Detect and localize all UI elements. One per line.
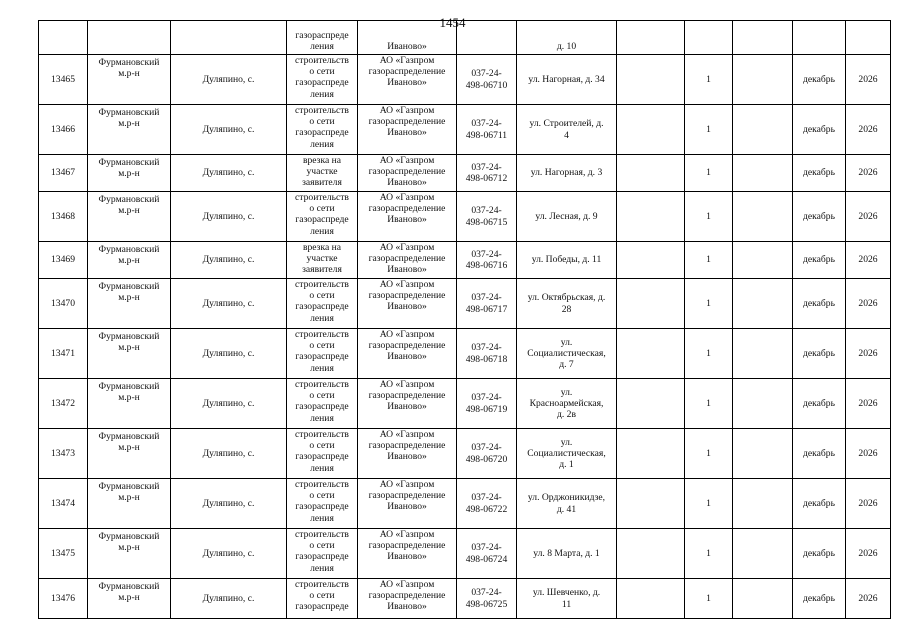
cell-work-type: строительств о сети газораспреде — [287, 579, 358, 619]
cell-empty — [617, 479, 685, 529]
cell-district: Фурмановский м.р-н — [88, 529, 171, 579]
table-row — [39, 479, 891, 529]
cell-quantity: 1 — [685, 242, 733, 279]
cell-number: 13468 — [39, 192, 88, 242]
table-row-partial — [39, 21, 891, 55]
cell-address: ул. 8 Марта, д. 1 — [517, 529, 617, 579]
table-row — [39, 579, 891, 619]
cell-year: 2026 — [846, 105, 891, 155]
registry-table — [38, 20, 891, 619]
cell-organization: АО «Газпром газораспределение Иваново» — [358, 329, 457, 379]
cell-code: 037-24- 498-06718 — [457, 329, 517, 379]
cell-empty — [733, 155, 793, 192]
cell-empty — [617, 379, 685, 429]
cell-settlement: Дуляпино, с. — [171, 279, 287, 329]
cell-number: 13471 — [39, 329, 88, 379]
cell-year: 2026 — [846, 429, 891, 479]
cell-organization: Иваново» — [358, 21, 457, 55]
cell-work-type: строительств о сети газораспреде ления — [287, 429, 358, 479]
cell-address: ул. Орджоникидзе, д. 41 — [517, 479, 617, 529]
cell-code: 037-24- 498-06717 — [457, 279, 517, 329]
cell-month: декабрь — [793, 155, 846, 192]
cell-code: 037-24- 498-06711 — [457, 105, 517, 155]
cell-code: 037-24- 498-06716 — [457, 242, 517, 279]
cell-organization: АО «Газпром газораспределение Иваново» — [358, 279, 457, 329]
cell-district: Фурмановский м.р-н — [88, 379, 171, 429]
cell-work-type: строительств о сети газораспреде ления — [287, 329, 358, 379]
cell-settlement: Дуляпино, с. — [171, 379, 287, 429]
table-row — [39, 279, 891, 329]
cell-empty — [617, 329, 685, 379]
cell-quantity: 1 — [685, 55, 733, 105]
cell-number: 13465 — [39, 55, 88, 105]
cell-address: ул. Шевченко, д. 11 — [517, 579, 617, 619]
cell-empty — [617, 279, 685, 329]
cell-month: декабрь — [793, 192, 846, 242]
cell-organization: АО «Газпром газораспределение Иваново» — [358, 479, 457, 529]
cell-code: 037-24- 498-06725 — [457, 579, 517, 619]
cell-year: 2026 — [846, 379, 891, 429]
cell-number: 13473 — [39, 429, 88, 479]
cell-district: Фурмановский м.р-н — [88, 55, 171, 105]
cell-code: 037-24- 498-06720 — [457, 429, 517, 479]
cell-district: Фурмановский м.р-н — [88, 329, 171, 379]
table-row — [39, 155, 891, 192]
cell-settlement: Дуляпино, с. — [171, 155, 287, 192]
cell-empty — [617, 192, 685, 242]
cell-address: ул. Победы, д. 11 — [517, 242, 617, 279]
cell-quantity: 1 — [685, 429, 733, 479]
cell-month: декабрь — [793, 479, 846, 529]
cell-empty — [617, 529, 685, 579]
cell-year: 2026 — [846, 55, 891, 105]
cell-quantity: 1 — [685, 479, 733, 529]
cell-quantity: 1 — [685, 279, 733, 329]
cell-quantity: 1 — [685, 379, 733, 429]
cell-organization: АО «Газпром газораспределение Иваново» — [358, 429, 457, 479]
cell-address: ул. Нагорная, д. 34 — [517, 55, 617, 105]
cell-work-type: строительств о сети газораспреде ления — [287, 529, 358, 579]
cell-month: декабрь — [793, 529, 846, 579]
cell-month: декабрь — [793, 429, 846, 479]
table-row — [39, 105, 891, 155]
cell-empty — [733, 192, 793, 242]
cell-work-type: строительств о сети газораспреде ления — [287, 379, 358, 429]
cell-quantity: 1 — [685, 105, 733, 155]
cell-month: декабрь — [793, 105, 846, 155]
cell-settlement: Дуляпино, с. — [171, 242, 287, 279]
cell-code: 037-24- 498-06722 — [457, 479, 517, 529]
cell-address: д. 10 — [517, 21, 617, 55]
cell-year: 2026 — [846, 155, 891, 192]
cell-quantity: 1 — [685, 192, 733, 242]
cell-number: 13474 — [39, 479, 88, 529]
cell-month: декабрь — [793, 279, 846, 329]
cell-settlement: Дуляпино, с. — [171, 529, 287, 579]
cell-settlement: Дуляпино, с. — [171, 329, 287, 379]
cell-empty — [733, 479, 793, 529]
cell-number: 13470 — [39, 279, 88, 329]
cell-address: ул. Лесная, д. 9 — [517, 192, 617, 242]
cell-year: 2026 — [846, 329, 891, 379]
table-row — [39, 329, 891, 379]
cell-district: Фурмановский м.р-н — [88, 579, 171, 619]
cell-year: 2026 — [846, 479, 891, 529]
cell-month: декабрь — [793, 242, 846, 279]
cell-organization: АО «Газпром газораспределение Иваново» — [358, 155, 457, 192]
cell-month: декабрь — [793, 329, 846, 379]
cell-number: 13475 — [39, 529, 88, 579]
cell-code: 037-24- 498-06712 — [457, 155, 517, 192]
cell-empty — [733, 55, 793, 105]
cell-quantity: 1 — [685, 579, 733, 619]
cell-work-type: газораспреде ления — [287, 21, 358, 55]
cell-empty — [733, 379, 793, 429]
cell-work-type: врезка на участке заявителя — [287, 242, 358, 279]
cell-address: ул. Строителей, д. 4 — [517, 105, 617, 155]
cell-organization: АО «Газпром газораспределение Иваново» — [358, 579, 457, 619]
cell-settlement: Дуляпино, с. — [171, 579, 287, 619]
cell-organization: АО «Газпром газораспределение Иваново» — [358, 55, 457, 105]
cell-organization: АО «Газпром газораспределение Иваново» — [358, 192, 457, 242]
cell-month: декабрь — [793, 379, 846, 429]
cell-year: 2026 — [846, 529, 891, 579]
cell-number: 13466 — [39, 105, 88, 155]
cell-year: 2026 — [846, 579, 891, 619]
cell-month: декабрь — [793, 55, 846, 105]
cell-empty — [733, 429, 793, 479]
cell-empty — [617, 579, 685, 619]
cell-empty — [617, 242, 685, 279]
cell-district: Фурмановский м.р-н — [88, 242, 171, 279]
page-number: 1454 — [439, 15, 466, 30]
cell-empty — [617, 55, 685, 105]
cell-district: Фурмановский м.р-н — [88, 105, 171, 155]
cell-settlement: Дуляпино, с. — [171, 429, 287, 479]
cell-empty — [617, 105, 685, 155]
cell-number: 13476 — [39, 579, 88, 619]
cell-organization: АО «Газпром газораспределение Иваново» — [358, 242, 457, 279]
table-row — [39, 429, 891, 479]
cell-settlement: Дуляпино, с. — [171, 479, 287, 529]
cell-address: ул. Октябрьская, д. 28 — [517, 279, 617, 329]
cell-work-type: строительств о сети газораспреде ления — [287, 192, 358, 242]
cell-empty — [733, 529, 793, 579]
cell-empty — [617, 429, 685, 479]
cell-address: ул. Красноармейская, д. 2в — [517, 379, 617, 429]
cell-empty — [733, 579, 793, 619]
cell-organization: АО «Газпром газораспределение Иваново» — [358, 105, 457, 155]
table-row — [39, 529, 891, 579]
cell-year: 2026 — [846, 192, 891, 242]
cell-district: Фурмановский м.р-н — [88, 192, 171, 242]
cell-work-type: строительств о сети газораспреде ления — [287, 479, 358, 529]
cell-code: 037-24- 498-06710 — [457, 55, 517, 105]
cell-settlement: Дуляпино, с. — [171, 192, 287, 242]
cell-work-type: строительств о сети газораспреде ления — [287, 105, 358, 155]
cell-district: Фурмановский м.р-н — [88, 279, 171, 329]
cell-code: 037-24- 498-06719 — [457, 379, 517, 429]
cell-empty — [733, 105, 793, 155]
cell-empty — [617, 155, 685, 192]
cell-month: декабрь — [793, 579, 846, 619]
cell-work-type: строительств о сети газораспреде ления — [287, 279, 358, 329]
cell-quantity: 1 — [685, 155, 733, 192]
table-row — [39, 379, 891, 429]
cell-organization: АО «Газпром газораспределение Иваново» — [358, 379, 457, 429]
cell-address: ул. Социалистическая, д. 7 — [517, 329, 617, 379]
cell-address: ул. Нагорная, д. 3 — [517, 155, 617, 192]
cell-code: 037-24- 498-06715 — [457, 192, 517, 242]
cell-settlement: Дуляпино, с. — [171, 105, 287, 155]
cell-year: 2026 — [846, 242, 891, 279]
cell-district: Фурмановский м.р-н — [88, 155, 171, 192]
table-row — [39, 192, 891, 242]
cell-empty — [733, 242, 793, 279]
cell-quantity: 1 — [685, 529, 733, 579]
cell-quantity: 1 — [685, 329, 733, 379]
cell-code: 037-24- 498-06724 — [457, 529, 517, 579]
cell-work-type: строительств о сети газораспреде ления — [287, 55, 358, 105]
table-row — [39, 55, 891, 105]
table-row — [39, 242, 891, 279]
cell-address: ул. Социалистическая, д. 1 — [517, 429, 617, 479]
cell-number: 13472 — [39, 379, 88, 429]
cell-year: 2026 — [846, 279, 891, 329]
cell-number: 13469 — [39, 242, 88, 279]
cell-district: Фурмановский м.р-н — [88, 479, 171, 529]
cell-work-type: врезка на участке заявителя — [287, 155, 358, 192]
cell-empty — [733, 279, 793, 329]
cell-number: 13467 — [39, 155, 88, 192]
cell-settlement: Дуляпино, с. — [171, 55, 287, 105]
cell-organization: АО «Газпром газораспределение Иваново» — [358, 529, 457, 579]
cell-district: Фурмановский м.р-н — [88, 429, 171, 479]
cell-empty — [733, 329, 793, 379]
